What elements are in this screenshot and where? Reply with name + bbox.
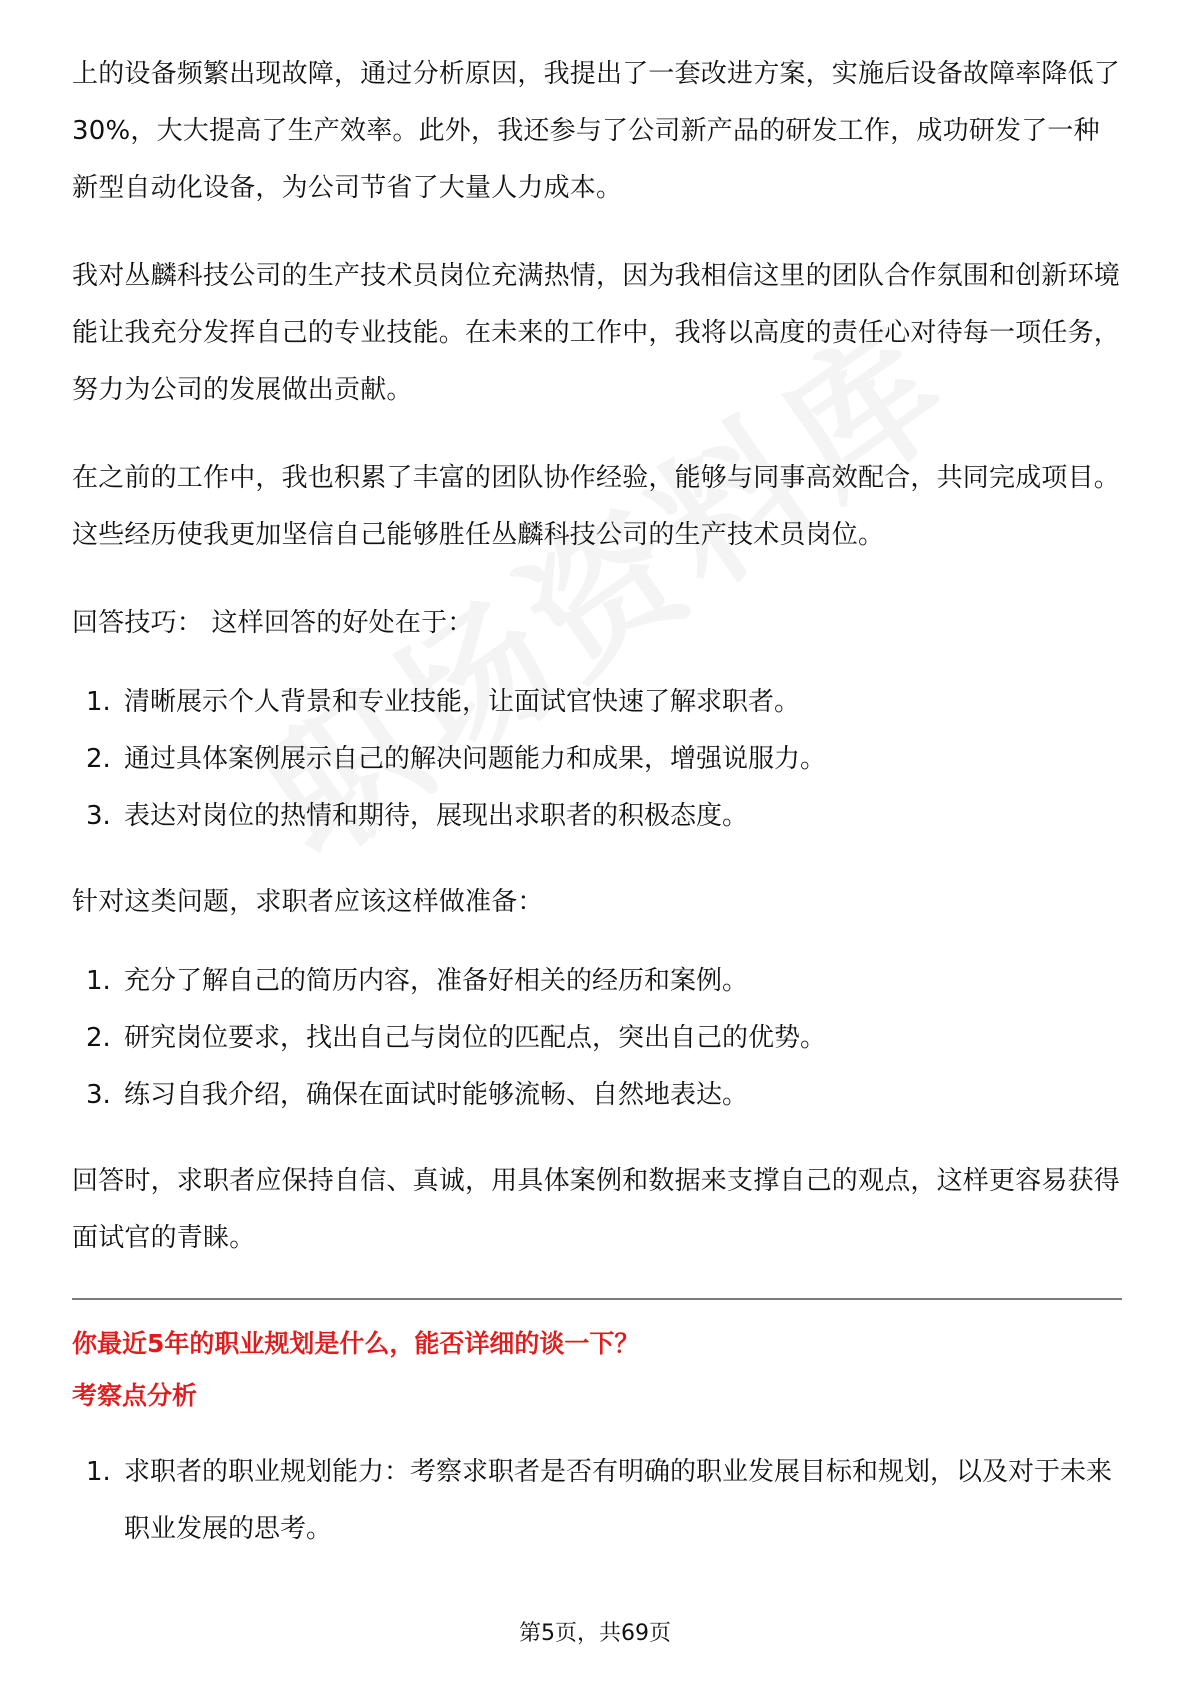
tips-intro: 回答技巧： 这样回答的好处在于： xyxy=(72,608,474,638)
list-number: 1. xyxy=(86,1457,111,1487)
list-number: 1. xyxy=(86,687,111,717)
list-item xyxy=(72,953,1122,1010)
list-item xyxy=(72,731,1122,788)
page-content xyxy=(72,46,1122,1587)
page-footer: 第5页，共69页 xyxy=(519,1621,671,1646)
list-number: 1. xyxy=(86,966,111,996)
list-item xyxy=(72,1010,1122,1067)
list-number: 3. xyxy=(86,801,111,831)
list-text: 充分了解自己的简历内容，准备好相关的经历和案例。 xyxy=(124,966,749,996)
list-item xyxy=(72,1444,1122,1558)
tips-list xyxy=(72,674,1122,845)
list-text: 研究岗位要求，找出自己与岗位的匹配点，突出自己的优势。 xyxy=(124,1023,827,1053)
body-paragraph: 上的设备频繁出现故障，通过分析原因，我提出了一套改进方案，实施后设备故障率降低了30%，大大提高了生产效率。此外，我还参与了公司新产品的研发工作，成功研发了一种新型自动化设备，为公司节省了大量人力成本。 xyxy=(72,59,1121,203)
body-paragraph: 在之前的工作中，我也积累了丰富的团队协作经验，能够与同事高效配合，共同完成项目。这些经历使我更加坚信自己能够胜任丛麟科技公司的生产技术员岗位。 xyxy=(72,463,1121,550)
closing-paragraph: 回答时，求职者应保持自信、真诚，用具体案例和数据来支撑自己的观点，这样更容易获得面试官的青睐。 xyxy=(72,1166,1121,1253)
list-item xyxy=(72,674,1122,731)
list-text: 清晰展示个人背景和专业技能，让面试官快速了解求职者。 xyxy=(124,687,801,717)
list-item xyxy=(72,788,1122,845)
list-number: 2. xyxy=(86,1023,111,1053)
list-number: 2. xyxy=(86,744,111,774)
body-paragraph: 我对丛麟科技公司的生产技术员岗位充满热情，因为我相信这里的团队合作氛围和创新环境能让我充分发挥自己的专业技能。在未来的工作中，我将以高度的责任心对待每一项任务，努力为公司的发展做出贡献。 xyxy=(72,261,1121,405)
list-item xyxy=(72,1067,1122,1124)
list-number: 3. xyxy=(86,1080,111,1110)
analysis-list xyxy=(72,1444,1122,1558)
question-heading: 你最近5年的职业规划是什么，能否详细的谈一下？ xyxy=(72,1329,640,1358)
list-text: 练习自我介绍，确保在面试时能够流畅、自然地表达。 xyxy=(124,1080,749,1110)
list-text: 通过具体案例展示自己的解决问题能力和成果，增强说服力。 xyxy=(124,744,827,774)
prep-list xyxy=(72,953,1122,1124)
analysis-heading: 考察点分析 xyxy=(72,1381,198,1410)
list-text: 求职者的职业规划能力：考察求职者是否有明确的职业发展目标和规划，以及对于未来职业发展的思考。 xyxy=(124,1457,1113,1544)
prep-intro: 针对这类问题，求职者应该这样做准备： xyxy=(72,887,544,917)
section-divider xyxy=(72,1298,1122,1300)
list-text: 表达对岗位的热情和期待，展现出求职者的积极态度。 xyxy=(124,801,749,831)
